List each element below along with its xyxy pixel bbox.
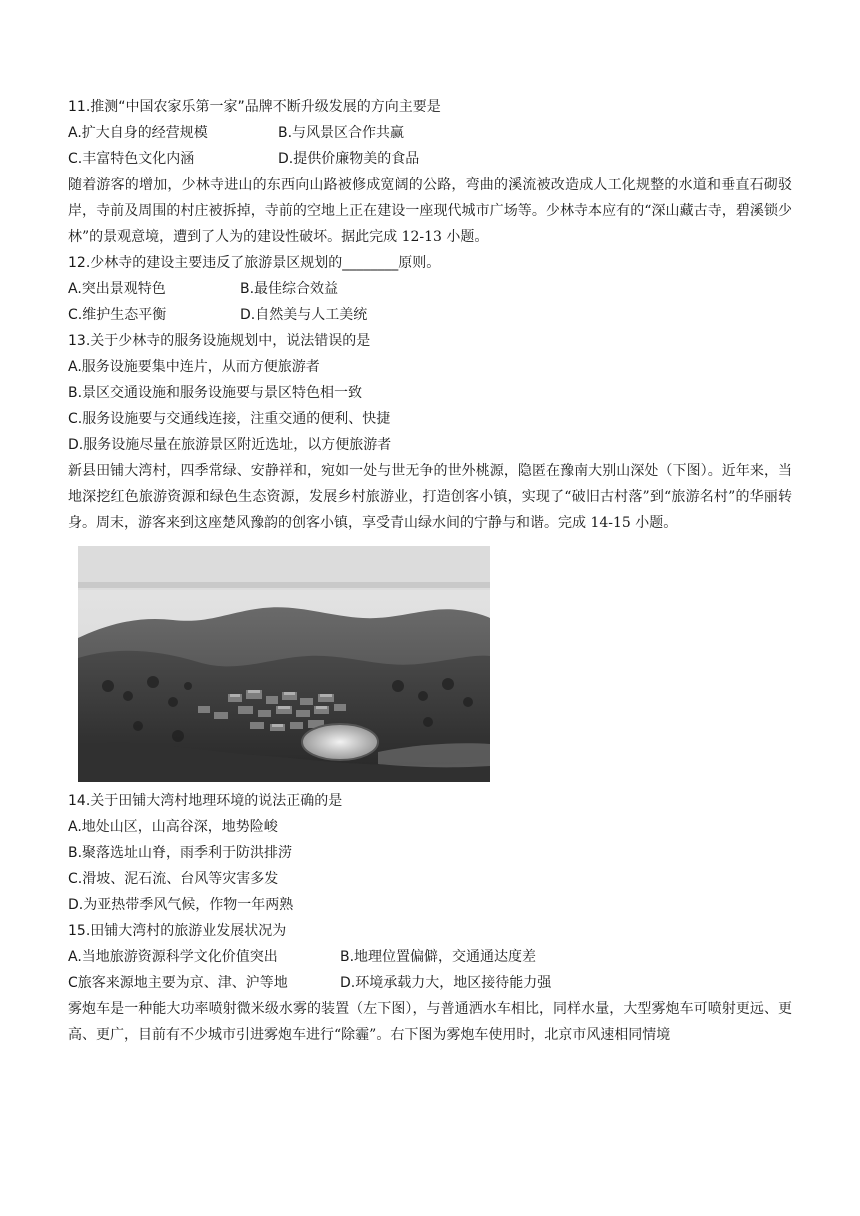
q14-option-c: C.滑坡、泥石流、台风等灾害多发 — [68, 871, 279, 887]
q15-options-cd — [68, 970, 792, 996]
q12-option-b: B.最佳综合效益 — [240, 281, 339, 297]
q12-option-d: D.自然美与人工美统 — [240, 307, 368, 323]
q11-options-cd — [68, 146, 792, 172]
q14-option-a: A.地处山区，山高谷深，地势险峻 — [68, 819, 278, 835]
q12-option-c: C.维护生态平衡 — [68, 307, 167, 323]
village-photo — [78, 546, 490, 782]
village-landscape-image — [78, 546, 490, 782]
q11-stem: 11.推测“中国农家乐第一家”品牌不断升级发展的方向主要是 — [68, 99, 441, 115]
q12-option-a: A.突出景观特色 — [68, 281, 166, 297]
q12-options-cd — [68, 302, 792, 328]
passage-16: 雾炮车是一种能大功率喷射微米级水雾的装置（左下图），与普通洒水车相比，同样水量，大型雾炮车可喷射更远、更高、更广，目前有不少城市引进雾炮车进行“除霾”。右下图为雾炮车使用时，北京市风速相同情境 — [68, 1001, 792, 1043]
page-content — [68, 94, 792, 1048]
q12-stem: 12.少林寺的建设主要违反了旅游景区规划的________原则。 — [68, 255, 441, 271]
q15-option-a: A.当地旅游资源科学文化价值突出 — [68, 949, 278, 965]
q15-option-d: D.环境承载力大，地区接待能力强 — [340, 975, 552, 991]
q13-option-a: A.服务设施要集中连片，从而方便旅游者 — [68, 359, 320, 375]
q15-options-ab — [68, 944, 792, 970]
passage-12-13: 随着游客的增加，少林寺进山的东西向山路被修成宽阔的公路，弯曲的溪流被改造成人工化规整的水道和垂直石砌驳岸，寺前及周围的村庄被拆掉，寺前的空地上正在建设一座现代城市广场等。少林寺本应有的“深山藏古寺，碧溪锁少林”的景观意境，遭到了人为的建设性破坏。据此完成 12-13 小题。 — [68, 177, 792, 245]
q13-option-c: C.服务设施要与交通线连接，注重交通的便利、快捷 — [68, 411, 391, 427]
q12-options-ab — [68, 276, 792, 302]
q13-option-b: B.景区交通设施和服务设施要与景区特色相一致 — [68, 385, 363, 401]
q13-option-d: D.服务设施尽量在旅游景区附近选址，以方便旅游者 — [68, 437, 392, 453]
q15-option-b: B.地理位置偏僻，交通通达度差 — [340, 949, 537, 965]
q14-option-b: B.聚落选址山脊，雨季利于防洪排涝 — [68, 845, 293, 861]
q14-option-d: D.为亚热带季风气候，作物一年两熟 — [68, 897, 294, 913]
q11-options-ab — [68, 120, 792, 146]
q11-option-c: C.丰富特色文化内涵 — [68, 151, 195, 167]
q11-option-a: A.扩大自身的经营规模 — [68, 125, 208, 141]
q14-stem: 14.关于田铺大湾村地理环境的说法正确的是 — [68, 793, 343, 809]
q15-option-c: C旅客来源地主要为京、津、沪等地 — [68, 975, 288, 991]
q13-stem: 13.关于少林寺的服务设施规划中，说法错误的是 — [68, 333, 371, 349]
q11-option-b: B.与风景区合作共赢 — [278, 125, 405, 141]
q11-option-d: D.提供价廉物美的食品 — [278, 151, 420, 167]
q15-stem: 15.田铺大湾村的旅游业发展状况为 — [68, 923, 287, 939]
passage-14-15: 新县田铺大湾村，四季常绿、安静祥和，宛如一处与世无争的世外桃源，隐匿在豫南大别山深处（下图）。近年来，当地深挖红色旅游资源和绿色生态资源，发展乡村旅游业，打造创客小镇，实现了“破旧古村落”到“旅游名村”的华丽转身。周末，游客来到这座楚风豫韵的创客小镇，享受青山绿水间的宁静与和谐。完成 14-15 小题。 — [68, 463, 792, 531]
